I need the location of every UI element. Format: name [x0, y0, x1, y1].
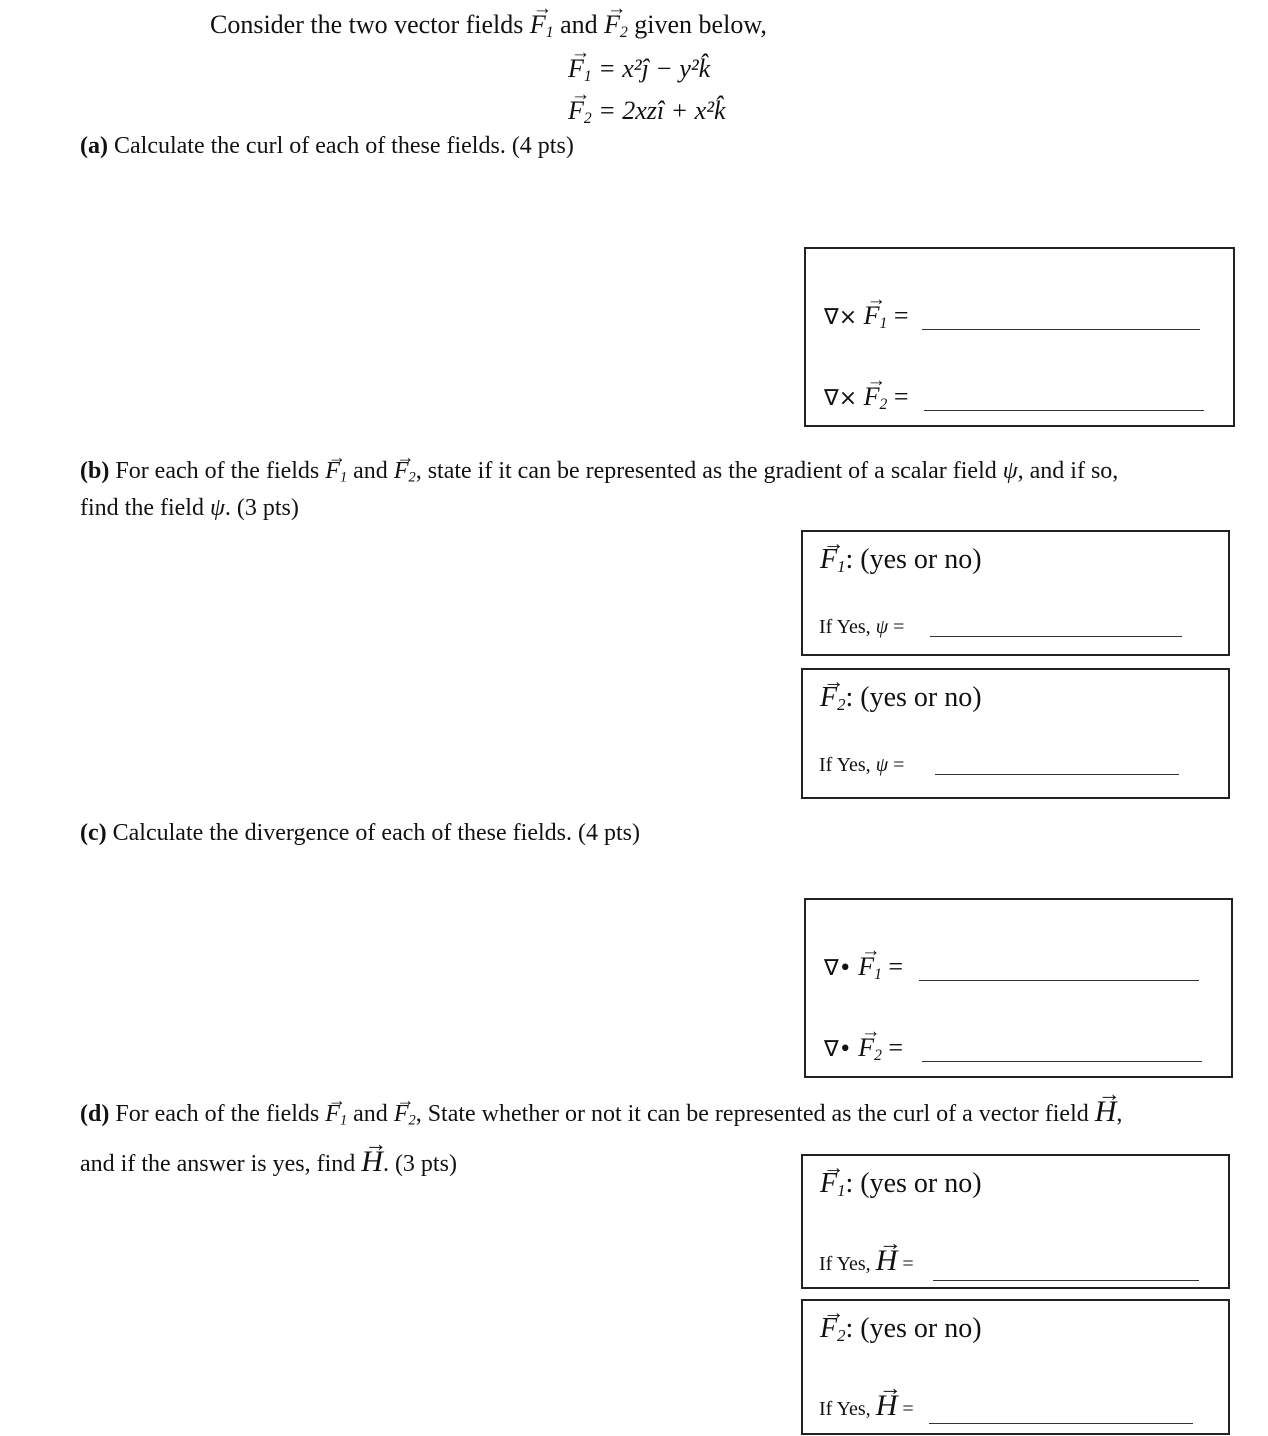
curl-potential-f2-yes-no[interactable]: → $F_2$: (yes or no): [820, 1313, 982, 1346]
equation-f2-rhs: = 2xzî + x²k̂: [598, 96, 726, 125]
curl-potential-f2-answer-line[interactable]: [929, 1423, 1193, 1424]
curl-potential-f1-yes-no[interactable]: → $F_1$: (yes or no): [820, 1168, 982, 1201]
curl-potential-f1-box: [801, 1154, 1230, 1289]
curl-f2-answer-line[interactable]: [924, 410, 1204, 411]
div-f2-answer-line[interactable]: [922, 1061, 1202, 1062]
gradient-f2-answer-line[interactable]: [935, 774, 1179, 775]
gradient-f2-box: [801, 668, 1230, 799]
curl-answer-box: [804, 247, 1235, 427]
div-f1-answer-line[interactable]: [919, 980, 1199, 981]
intro-line: Consider the two vector fields → $F_1$ and → $F_2$ given below,: [210, 10, 767, 42]
curl-potential-f1-if-yes: If Yes, → H =: [819, 1244, 914, 1278]
part-c-question: (c) Calculate the divergence of each of these fields. (4 pts): [80, 820, 640, 846]
f2-symbol: → $F_2$: [604, 10, 628, 42]
gradient-f2-if-yes: If Yes, ψ =: [819, 754, 905, 776]
divergence-answer-box: [804, 898, 1233, 1078]
div-f1-label: ∇• → $F_1$ =: [824, 952, 903, 984]
gradient-f1-if-yes: If Yes, ψ =: [819, 616, 905, 638]
f1-symbol: → $F_1$: [530, 10, 554, 42]
div-f2-label: ∇• → $F_2$ =: [824, 1033, 903, 1065]
gradient-f2-yes-no[interactable]: → $F_2$: (yes or no): [820, 682, 982, 715]
gradient-f1-answer-line[interactable]: [930, 636, 1182, 637]
curl-f1-label: ∇× → $F_1$ =: [824, 301, 909, 333]
part-d-question-line2: and if the answer is yes, find → H. (3 pts): [80, 1145, 457, 1179]
part-d-question-line1: (d) For each of the fields → $F_1$ and → $F_2$, State whether or not it can be represented as the curl of a vector field → H,: [80, 1095, 1122, 1130]
curl-potential-f2-if-yes: If Yes, → H =: [819, 1389, 914, 1423]
equation-f1-rhs: = x²ĵ − y²k̂: [598, 54, 711, 83]
curl-f2-label: ∇× → $F_2$ =: [824, 382, 909, 414]
curl-potential-f1-answer-line[interactable]: [933, 1280, 1199, 1281]
curl-potential-f2-box: [801, 1299, 1230, 1435]
curl-f1-answer-line[interactable]: [922, 329, 1200, 330]
part-b-question-line2: find the field ψ. (3 pts): [80, 495, 299, 521]
equation-f1: → $F_1$ = x²ĵ − y²k̂: [568, 54, 710, 86]
part-b-question-line1: (b) For each of the fields → $F_1$ and → $F_2$, state if it can be represented as the gradient of a scalar field ψ, and if so,: [80, 458, 1118, 487]
part-a-question: (a) Calculate the curl of each of these fields. (4 pts): [80, 133, 574, 159]
equation-f2: → $F_2$ = 2xzî + x²k̂: [568, 96, 726, 128]
gradient-f1-yes-no[interactable]: → $F_1$: (yes or no): [820, 544, 982, 577]
gradient-f1-box: [801, 530, 1230, 656]
